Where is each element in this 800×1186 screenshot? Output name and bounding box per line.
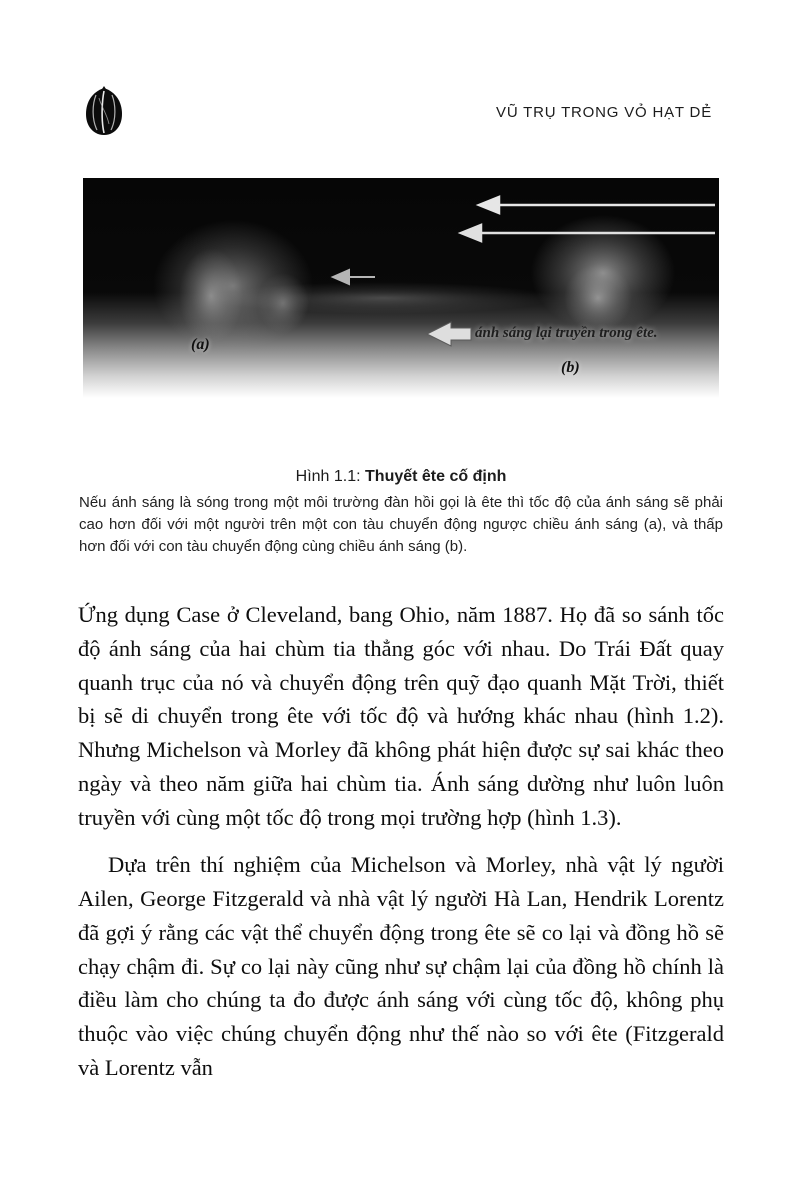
paragraph-1: Ứng dụng Case ở Cleveland, bang Ohio, năm 1887. Họ đã so sánh tốc độ ánh sáng của hai chùm tia thẳng góc với nhau. Do Trái Đất quay quanh trục của nó và chuyển động trên quỹ đạo quanh Mặt Trời, thiết bị sẽ di chuyển trong ête với tốc độ và hướng khác nhau (hình 1.2). Nhưng Michelson và Morley đã không phát hiện được sự sai khác theo ngày và theo năm giữa hai chùm tia. Ánh sáng dường như luôn luôn truyền với cùng một tốc độ trong mọi trường hợp (hình 1.3).: [78, 602, 724, 830]
figure-label-a: (a): [191, 336, 210, 353]
photo-artwork: [83, 178, 719, 398]
nutshell-logo-icon: [82, 84, 126, 138]
caption-number: Hình 1.1:: [295, 468, 366, 485]
running-head-title: VŨ TRỤ TRONG VỎ HẠT DẺ: [496, 104, 712, 121]
figure-label-b: (b): [561, 359, 580, 376]
caption-heading: Thuyết ête cố định: [365, 468, 507, 485]
figure-caption-title: [79, 468, 723, 486]
figure-caption: [79, 468, 723, 559]
figure-caption-body: Nếu ánh sáng là sóng trong một môi trường đàn hồi gọi là ête thì tốc độ của ánh sáng sẽ phải cao hơn đối với một người trên một con tàu chuyển động ngược chiều ánh sáng (a), và thấp hơn đối với con tàu chuyển động cùng chiều ánh sáng (b).: [79, 494, 723, 556]
figure-overlay-text: ánh sáng lại truyền trong ête.: [475, 325, 658, 341]
figure-photo: [83, 178, 719, 398]
body-text: [78, 598, 724, 1099]
table-streak: [213, 282, 553, 314]
paragraph-2: Dựa trên thí nghiệm của Michelson và Morley, nhà vật lý người Ailen, George Fitzgerald và nhà vật lý người Hà Lan, Hendrik Lorentz đã gợi ý rằng các vật thể chuyển động trong ête sẽ co lại và đồng hồ sẽ chạy chậm đi. Sự co lại này cũng như sự chậm lại của đồng hồ chính là điều làm cho chúng ta đo được ánh sáng với cùng tốc độ, không phụ thuộc vào việc chúng chuyển động như thế nào so với ête (Fitzgerald và Lorentz vẫn: [78, 852, 724, 1080]
